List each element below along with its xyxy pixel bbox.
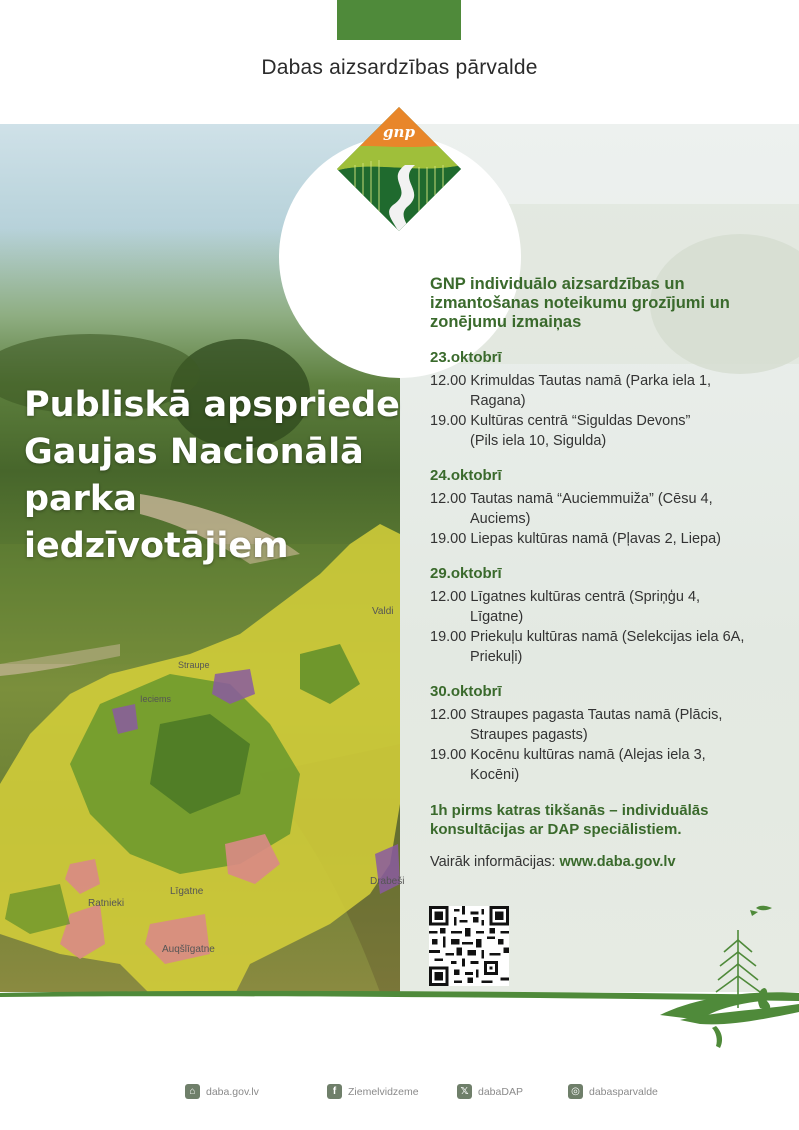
consultation-note: 1h pirms katras tikšanās – individuālās konsultācijas ar DAP speciālistiem.	[430, 802, 709, 838]
instagram-icon: ◎	[568, 1084, 583, 1099]
footer-facebook[interactable]	[327, 1084, 419, 1099]
event-place: Priekuļu kultūras namā (Selekcijas iela 6A,	[470, 629, 745, 645]
event-place-cont: Straupes pagasts)	[470, 727, 588, 743]
schedule-day	[430, 683, 780, 785]
event-place: Krimuldas Tautas namā (Parka iela 1,	[470, 373, 712, 389]
schedule-event	[430, 627, 780, 667]
event-place-cont: (Pils iela 10, Sigulda)	[470, 433, 607, 449]
event-place: Kultūras centrā “Siguldas Devons”	[470, 413, 691, 429]
footer-label: daba.gov.lv	[206, 1085, 259, 1098]
gnp-logo	[335, 105, 463, 233]
more-info-label: Vairāk informācijas:	[430, 854, 556, 870]
event-place-cont: Līgatne)	[470, 609, 524, 625]
map-label: Ratnieki	[88, 898, 125, 909]
event-place-cont: Kocēni)	[470, 767, 520, 783]
schedule-event	[430, 705, 780, 745]
map-label: Auqšlīgatne	[162, 944, 215, 955]
map-label: Drabeši	[370, 876, 405, 887]
event-place: Liepas kultūras namā (Pļavas 2, Liepa)	[470, 531, 721, 547]
schedule-date: 29.oktobrī	[430, 565, 502, 582]
event-time: 19.00	[430, 747, 467, 763]
logo-text: gnp	[383, 123, 415, 141]
event-place-cont: Auciems)	[470, 511, 531, 527]
website-link[interactable]: www.daba.gov.lv	[559, 854, 676, 870]
qr-code[interactable]	[429, 906, 509, 986]
event-time: 12.00	[430, 589, 467, 605]
event-time: 12.00	[430, 491, 467, 507]
footer	[0, 1084, 799, 1104]
title-line: Gaujas Nacionālā	[24, 432, 364, 472]
park-zoning-map	[0, 534, 405, 994]
organization-name: Dabas aizsardzības pārvalde	[261, 56, 538, 79]
schedule-event	[430, 489, 780, 529]
schedule-date: 24.oktobrī	[430, 467, 502, 484]
event-info	[430, 275, 780, 871]
map-label: Valdi	[372, 606, 394, 617]
event-time: 19.00	[430, 629, 467, 645]
hero-title	[24, 382, 404, 570]
schedule-event	[430, 745, 780, 785]
tree-and-animals-icon	[660, 900, 799, 1050]
home-icon: ⌂	[185, 1084, 200, 1099]
schedule-event	[430, 529, 780, 549]
footer-instagram[interactable]	[568, 1084, 658, 1099]
schedule-event	[430, 371, 780, 411]
schedule-date: 23.oktobrī	[430, 349, 502, 366]
footer-label: dabaDAP	[478, 1085, 523, 1098]
event-time: 12.00	[430, 707, 467, 723]
schedule-day	[430, 349, 780, 451]
x-icon: 𝕏	[457, 1084, 472, 1099]
info-subtitle: GNP individuālo aizsardzības un izmantošanas noteikumu grozījumi un zonējumu izmaiņas	[430, 275, 730, 331]
footer-website[interactable]	[185, 1084, 259, 1099]
schedule-day	[430, 565, 780, 667]
footer-label: dabasparvalde	[589, 1085, 658, 1098]
title-line: parka	[24, 479, 137, 519]
map-label: Ieciems	[140, 694, 172, 704]
event-time: 19.00	[430, 413, 467, 429]
map-label: Līgatne	[170, 886, 204, 897]
schedule-event	[430, 587, 780, 627]
event-place: Straupes pagasta Tautas namā (Plācis,	[470, 707, 723, 723]
footer-x[interactable]	[457, 1084, 523, 1099]
event-time: 19.00	[430, 531, 467, 547]
more-info	[430, 853, 780, 871]
event-time: 12.00	[430, 373, 467, 389]
schedule-event	[430, 411, 780, 451]
event-place: Kocēnu kultūras namā (Alejas iela 3,	[470, 747, 706, 763]
event-place-cont: Ragana)	[470, 393, 526, 409]
facebook-icon: f	[327, 1084, 342, 1099]
title-line: iedzīvotājiem	[24, 526, 289, 566]
footer-label: Ziemelvidzeme	[348, 1085, 419, 1098]
event-place-cont: Priekuļi)	[470, 649, 523, 665]
event-place: Līgatnes kultūras centrā (Spriņģu 4,	[470, 589, 701, 605]
map-label: Straupe	[178, 660, 210, 670]
top-accent-bar	[337, 0, 461, 40]
schedule-date: 30.oktobrī	[430, 683, 502, 700]
schedule-day	[430, 467, 780, 549]
title-line: Publiskā apspriede	[24, 385, 400, 425]
event-place: Tautas namā “Auciemmuiža” (Cēsu 4,	[470, 491, 713, 507]
